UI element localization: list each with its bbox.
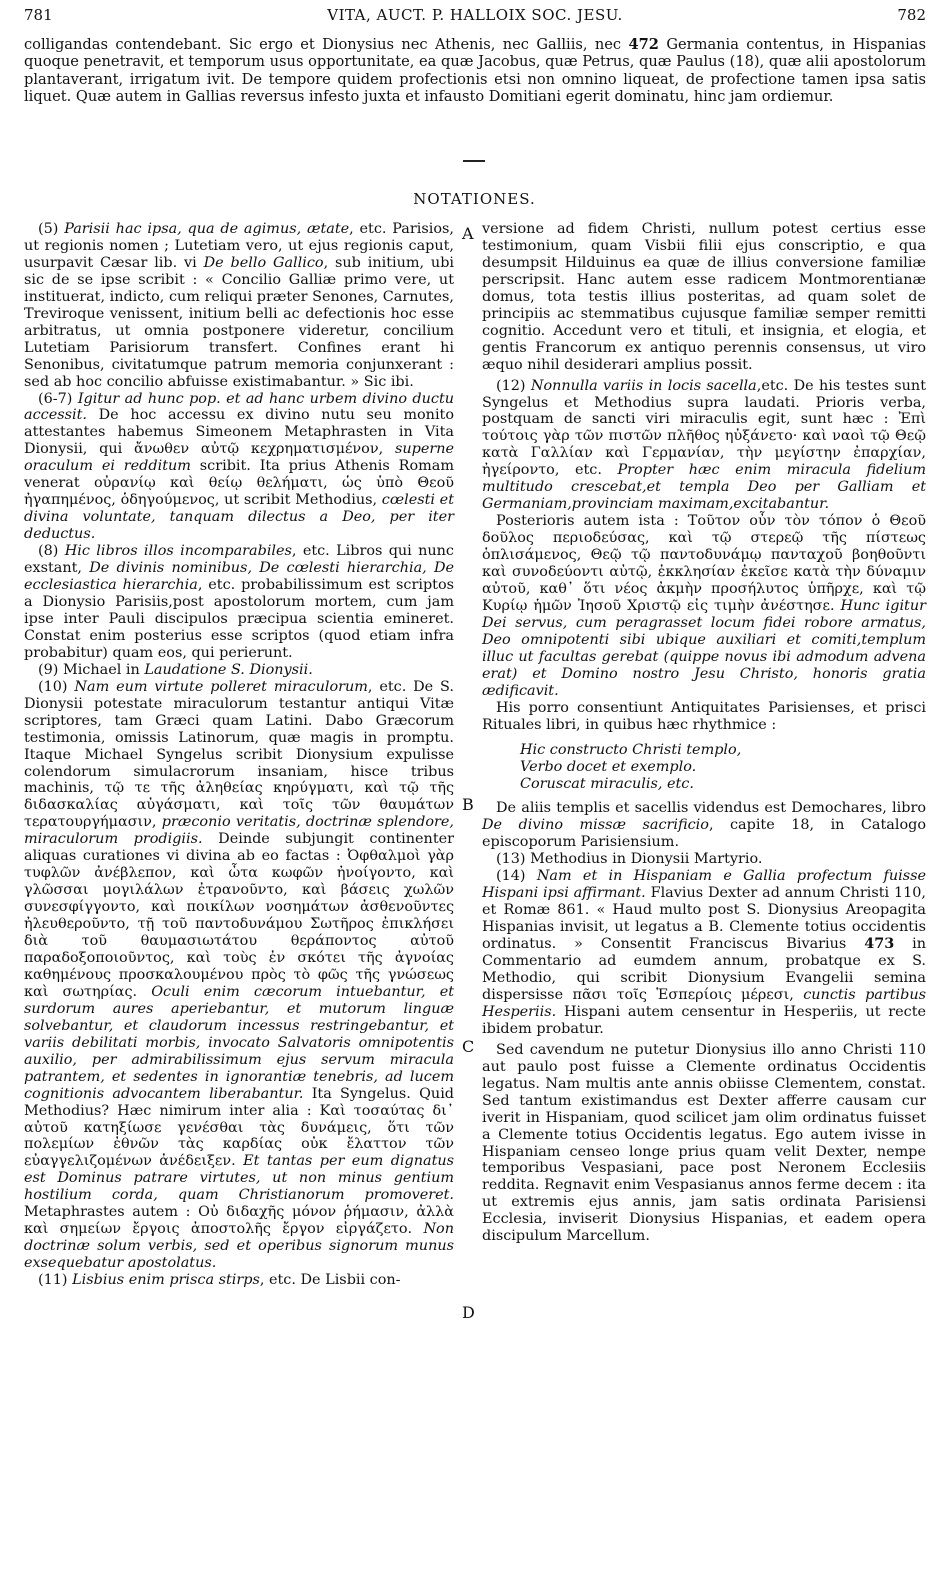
page-number-left: 781	[24, 6, 53, 24]
margin-marker-b: B	[462, 795, 474, 814]
note-11-continued: versione ad fidem Christi, nullum potest certius esse testimonium, quam Visbii filii ejus conscriptio, e qua desumpsit Hilduinus ea quæ de illius conversione familiæ perscripsit. Hanc autem esse radicem Montmorentianæ domus, tota testis illius posteritas, ad quam solet de principiis ac stemmatibus cujusque familiæ semper remitti cognitio. Accedunt vero et tituli, et insignia, et elogia, et gentis Francorum ex antiquo perennis consensus, ut viro æquo nihil desiderari amplius possit.	[482, 221, 926, 373]
note-5: (5) Parisii hac ipsa, qua de agimus, ætate, etc. Parisios, ut regionis nomen ; Lutetiam vero, ut ejus regionis caput, usurpavit Cæsar lib. vi De bello Gallico, sub initium, ubi sic de se ipse scribit : « Concilio Galliæ primo vere, ut instituerat, indicto, cum reliqui præter Senones, Carnutes, Treviroque venissent, initium belli ac defectionis hoc esse arbitratus, ut omnia postponere videretur, concilium Lutetiam Parisiorum transfert. Confines erant hi Senonibus, civitatumque patrum memoria conjunxerant : sed ab hoc concilio abfuisse existimabantur. » Sic ibi.	[24, 221, 455, 390]
left-column	[24, 221, 454, 1289]
section-divider	[463, 160, 485, 162]
paragraph-his-porro: His porro consentiunt Antiquitates Parisienses, et prisci Rituales libri, in quibus hæc rhythmice :	[482, 699, 926, 733]
margin-marker-d: D	[462, 1303, 475, 1322]
note-12: (12) Nonnulla variis in locis sacella,etc. De his testes sunt Syngelus et Methodius supra laudati. Prioris verba, postquam de sancti viri miraculis egit, sunt hæc : Ἐπὶ τούτοις γὰρ τῶν πιστῶν πλῆθος ηὐξάνετο· καὶ ναοὶ τῷ Θεῷ κατὰ Γαλλίαν καὶ Γερμανίαν, τὴν μεγίστην ἐπαρχίαν, ἠγείροντο, etc. Propter hæc enim miracula fidelium multitudo crescebat,et templa Deo per Galliam et Germaniam,provinciam maximam,excitabantur.	[482, 377, 926, 513]
intro-paragraph	[24, 36, 926, 106]
note-10: (10) Nam eum virtute polleret miraculorum, etc. De S. Dionysii potestate miraculorum testantur antiqui Vitæ scriptores, tam Græci quam Latini. Dabo Græcorum testimonia, omissis Latinorum, quæ magis in promptu. Itaque Michael Syngelus scribit Dionysium expulisse colendorum simulacrorum insaniam, hisce tribus machinis, τῷ τε τῆς ἀληθείας κηρύγματι, καὶ τῷ τῆς διδασκαλίας αὐγάσματι, καὶ τοῖς τῶν θαυμάτων τερατουργήμασιν, præconio veritatis, doctrinæ splendore, miraculorum prodigiis. Deinde subjungit continenter aliquas curationes vi divina ab eo factas : Ὀφθαλμοὶ γὰρ τυφλῶν ἀνέβλεπον, καὶ ὦτα κωφῶν ἠνοίγοντο, καὶ γλῶσσαι μογιλάλων ἐτρανοῦντο, καὶ βάσεις χωλῶν συνεσφίγγοντο, καὶ ποικίλων νοσημάτων ἀσθενοῦντες ἠλευθεροῦντο, τῇ τοῦ παντοδυνάμου Σωτῆρος ἐπικλήσει διὰ τοῦ θαυμασιωτάτου θεράποντος αὐτοῦ παραδοξοποιοῦντος, καὶ τοὺς ἐν σκότει τῆς ἀγνοίας καθημένους προσκαλουμένου πρὸς τὸ φῶς τῆς γνώσεως καὶ σωτηρίας. Oculi enim cæcorum intuebantur, et surdorum aures aperiebantur, et mutorum linguæ solvebantur, et claudorum incessus restringebantur, et variis debilitati morbis, invocato Salvatoris omnipotentis auxilio, per admirabilissimum ejus servum miracula patrantem, et sedentes in ignorantiæ tenebris, ad lucem cognitionis advocantem liberabantur. Ita Syngelus. Quid Methodius? Hæc nimirum inter alia : Καὶ τοσαύτας δι᾿ αὐτοῦ κατηξίωσε γενέσθαι τὰς δυνάμεις, ὅτι τῶν πολεμίων ἐθνῶν τὰς καρδίας οὐκ ἔλαττον τῶν εὐαγγελιζομένων ἀνέδειξεν. Et tantas per eum dignatus est Dominus patrare virtutes, ut non minus gentium hostilium corda, quam Christianorum promoveret. Metaphrastes autem : Οὐ διδαχῆς μόνον ῥήμασιν, ἀλλὰ καὶ σημείων ἔργοις ἀποστολῆς ἔργον εἰργάζετο. Non doctrinæ solum verbis, sed et operibus signorum munus exsequebatur apostolatus.	[24, 678, 455, 1272]
note-13: (13) Methodius in Dionysii Martyrio.	[496, 851, 763, 868]
intro-text: Germania contentus, in Hispanias quoque penetravit, et temporum usus opportunitate, ea quæ Jacobus, quæ Petrus, quæ Paulus (18), quæ alii apostolorum plantaverant, irrigatum ivit. De tempore quidem profectionis etsi non omnino liqueat, de profectione tamen ipsa satis liquet. Quæ autem in Gallias reversus infesto juxta et infausto Domitiani egerit dominatu, hinc jam ordiemur.	[24, 36, 926, 106]
rhythmic-verse	[520, 742, 926, 793]
paragraph-sed-cavendum: Sed cavendum ne putetur Dionysius illo anno Christi 110 aut paulo post fuisse a Clemente ordinatus Occidentis legatus. Nam multis ante annis obiisse Clementem, constat. Sed tantum existimandus est Dexter afferre causam cur iverit in Hispaniam, quod scilicet jam olim ordinatus fuisset a Clemente totius Occidentis legatus. Ego autem ivisse in Hispaniam censeo longe prius quam velit Dexter, nempe temporibus Vespasiani, pace post Neronem Ecclesiis reddita. Regnavit enim Vespasianus annos ferme decem : ita ut extremis ejus annis, jam satis ordinata Parisiensi Ecclesia, inviserit Dionysius Hispanias, et eadem opera discipulum Marcellum.	[482, 1041, 926, 1245]
intro-text: colligandas contendebant. Sic ergo et Dionysius nec Athenis, nec Galliis, nec	[24, 36, 629, 53]
note-12-posterior: Posterioris autem ista : Τοῦτον οὖν τὸν τόπον ὁ Θεοῦ δοῦλος περιοδεύσας, καὶ τῷ στερεῷ τῆς πίστεως ὁπλισάμενος, Θεῷ τῷ παντοδυνάμῳ πανταχοῦ βοηθοῦντι καὶ συνοδεύοντι αὐτῷ, ἐκκλησίαν ἐκεῖσε κατὰ τὴν δύναμιν αὐτοῦ, καθ᾿ ὅτι νέος ἀκμὴν προσήλυτος ὑπῆρχε, καὶ τῷ Κυρίῳ ἡμῶν Ἰησοῦ Χριστῷ εἰς τιμὴν ἀνέστησε. Hunc igitur Dei servus, cum peragrasset locum fidei robore armatus, Deo omnipotenti sibi ubique auxiliari et comiti,templum illuc ut facultas gerebat (quippe novus ibi admodum advena erat) et Domino nostro Jesu Christo, honoris gratia ædificavit.	[482, 513, 926, 699]
right-column	[482, 221, 926, 1245]
page-header	[24, 6, 926, 30]
note-9: (9) Michael in Laudatione S. Dionysii.	[38, 661, 313, 678]
marginal-number: 472	[628, 36, 659, 53]
margin-marker-c: C	[462, 1037, 475, 1056]
running-title: VITA, AUCT. P. HALLOIX SOC. JESU.	[327, 6, 623, 24]
notes-heading: NOTATIONES.	[413, 190, 536, 208]
note-14: (14) Nam et in Hispaniam e Gallia profectum fuisse Hispani ipsi affirmant. Flavius Dexter ad annum Christi 110, et Romæ 861. « Haud multo post S. Dionysius Areopagita Hispanias invisit, ut legatus a B. Clemente totius occidentis ordinatus. » Consentit Franciscus Bivarius 473 in Commentario ad eumdem annum, probatque ex S. Methodio, qui scribit Dionysium Evangelii semina dispersisse πᾶσι τοῖς Ἑσπερίοις μέρεσι, cunctis partibus Hesperiis. Hispani autem censentur in Hesperiis, ut recte ibidem probatur.	[482, 868, 927, 1037]
note-8: (8) Hic libros illos incomparabiles, etc. Libros qui nunc exstant, De divinis nominibus, De cœlesti hierarchia, De ecclesiastica hierarchia, etc. probabilissimum est scriptos a Dionysio Parisiis,post apostolorum mortem, cum jam ipse inter Pauli discipulos præcipua scientia emineret. Constat enim posterius esse scriptos (quod etiam infra probabitur) quam eos, qui perierunt.	[24, 543, 454, 661]
verse-line: Hic constructo Christi templo,	[520, 741, 742, 758]
paragraph-de-aliis: De aliis templis et sacellis videndus est Demochares, libro De divino missæ sacrificio, capite 18, in Catalogo episcoporum Parisiensium.	[482, 800, 927, 851]
margin-marker-a: A	[462, 224, 474, 243]
note-6-7: (6-7) Igitur ad hunc pop. et ad hanc urbem divino ductu accessit. De hoc accessu ex divino nutu seu monito attestantes habemus Simeonem Metaphrasten in Vita Dionysii, qui ἄνωθεν αὐτῷ κεχρηματισμένον, superne oraculum ei redditum scribit. Ita prius Athenis Romam venerat οὐρανίῳ καὶ θείῳ θελήματι, ὡς ὑπὸ Θεοῦ ἠγαπημένος, ὁδηγούμενος, ut scribit Methodius, cœlesti et divina voluntate, tanquam dilectus a Deo, per iter deductus.	[24, 390, 455, 543]
verse-line: Verbo docet et exemplo.	[520, 758, 697, 775]
note-11: (11) Lisbius enim prisca stirps, etc. De Lisbii con-	[38, 1272, 401, 1289]
page-number-right: 782	[897, 6, 926, 24]
marginal-number: 473	[864, 935, 895, 953]
verse-line: Coruscat miraculis, etc.	[520, 775, 694, 792]
